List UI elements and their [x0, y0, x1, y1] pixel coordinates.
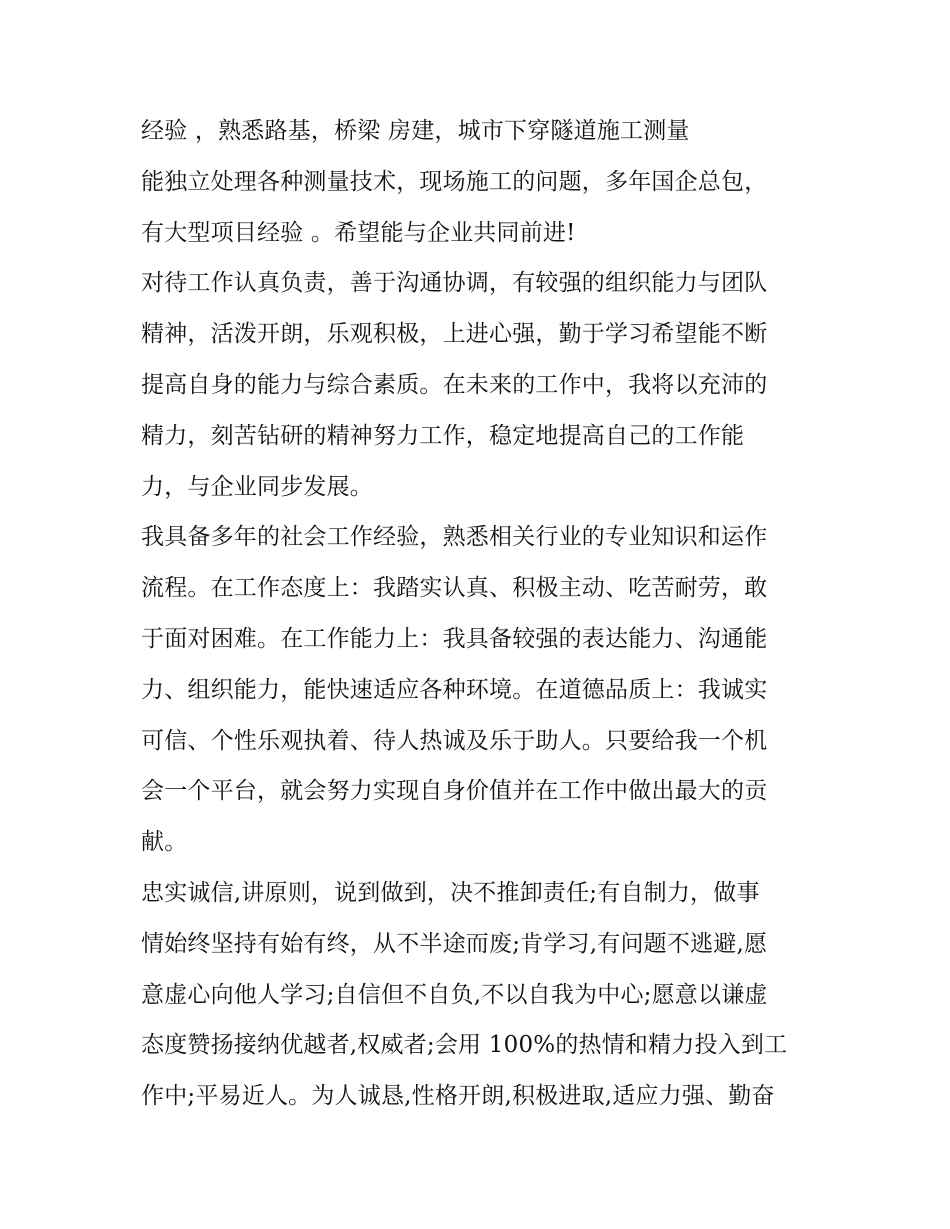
text-line: 情始终坚持有始有终，从不半途而废;肯学习,有问题不逃避,愿 [141, 930, 768, 957]
text-line: 可信、个性乐观执着、待人热诚及乐于助人。只要给我一个机 [141, 727, 768, 754]
text-line: 能独立处理各种测量技术，现场施工的问题，多年国企总包， [141, 168, 768, 195]
text-line: 力，与企业同步发展。 [141, 473, 373, 500]
text-line: 力、组织能力，能快速适应各种环境。在道德品质上：我诚实 [141, 676, 768, 703]
text-line: 忠实诚信,讲原则，说到做到，决不推卸责任;有自制力，做事 [141, 879, 760, 906]
text-line: 有大型项目经验 。希望能与企业共同前进! [141, 219, 576, 246]
text-line: 流程。在工作态度上：我踏实认真、积极主动、吃苦耐劳，敢 [141, 575, 768, 602]
text-line: 经验 ，熟悉路基，桥梁 房建，城市下穿隧道施工测量 [141, 118, 690, 144]
text-line: 精神，活泼开朗，乐观积极，上进心强，勤于学习希望能不断 [141, 321, 768, 348]
text-line: 作中;平易近人。为人诚恳,性格开朗,积极进取,适应力强、勤奋 [141, 1083, 775, 1110]
text-line: 我具备多年的社会工作经验，熟悉相关行业的专业知识和运作 [141, 524, 768, 551]
text-line: 提高自身的能力与综合素质。在未来的工作中，我将以充沛的 [141, 371, 768, 398]
body-text [141, 106, 831, 1122]
text-line: 精力，刻苦钻研的精神努力工作，稳定地提高自己的工作能 [141, 422, 745, 449]
text-line: 于面对困难。在工作能力上：我具备较强的表达能力、沟通能 [141, 625, 768, 652]
text-line: 对待工作认真负责，善于沟通协调，有较强的组织能力与团队 [141, 270, 768, 297]
text-line: 意虚心向他人学习;自信但不自负,不以自我为中心;愿意以谦虚 [141, 981, 768, 1008]
text-line: 态度赞扬接纳优越者,权威者;会用 100%的热情和精力投入到工 [141, 1032, 788, 1059]
text-line: 会一个平台，就会努力实现自身价值并在工作中做出最大的贡 [141, 778, 768, 805]
text-line: 献。 [141, 829, 188, 856]
